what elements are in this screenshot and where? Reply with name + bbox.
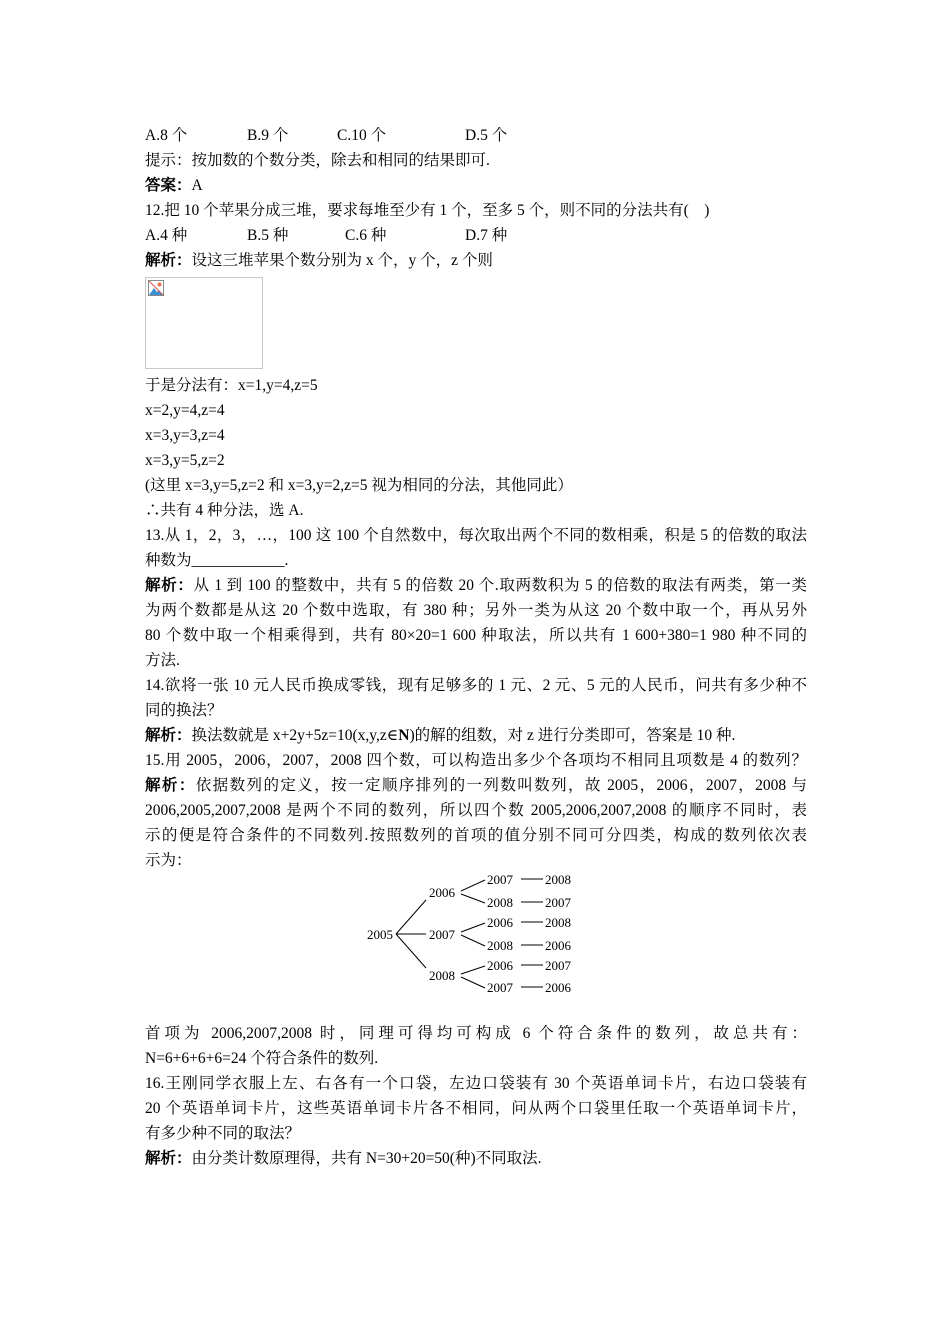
q15-solution-line-2: 2006,2005,2007,2008 是两个不同的数列，所以四个数 2005,2006,2007,2008 的顺序不同时，表 bbox=[145, 802, 807, 819]
tree-leaf: 2008 bbox=[487, 938, 513, 953]
q12-line-6: ∴共有 4 种分法，选 A. bbox=[145, 502, 304, 519]
q13-solution-line-3: 80 个数中取一个相乘得到，共有 80×20=1 600 种取法，所以共有 1 600+380=1 980 种不同的 bbox=[145, 627, 807, 644]
q12-solution bbox=[145, 251, 493, 271]
tree-root: 2005 bbox=[367, 927, 393, 942]
q15-after-line-2: N=6+6+6+6=24 个符合条件的数列. bbox=[145, 1050, 379, 1067]
tree-node: 2006 bbox=[429, 885, 455, 900]
q15-solution-line-3: 示的便是符合条件的不同数列.按照数列的首项的值分别不同可分四类，构成的数列依次表 bbox=[145, 827, 807, 844]
natural-numbers-symbol: N bbox=[398, 727, 410, 744]
q12-line-2: x=2,y=4,z=4 bbox=[145, 402, 225, 419]
q11-option-d: D.5 个 bbox=[465, 127, 508, 144]
q13-stem-line-2: 种数为____________. bbox=[145, 552, 289, 569]
solution-text: 从 1 到 100 的整数中，共有 5 的倍数 20 个.取两数积为 5 的倍数的取法有两类，第一类 bbox=[193, 577, 807, 594]
solution-label: 解析： bbox=[145, 577, 194, 594]
solution-label: 解析： bbox=[145, 252, 192, 269]
tree-node: 2008 bbox=[429, 968, 455, 983]
q11-option-a: A.8 个 bbox=[145, 127, 188, 144]
q12-line-1: 于是分法有：x=1,y=4,z=5 bbox=[145, 377, 318, 394]
tree-node: 2007 bbox=[429, 927, 455, 942]
q11-option-c: C.10 个 bbox=[337, 127, 387, 144]
tree-line bbox=[461, 880, 485, 891]
tree-line bbox=[461, 923, 485, 932]
tree-leaf: 2008 bbox=[487, 895, 513, 910]
q12-stem: 12.把 10 个苹果分成三堆，要求每堆至少有 1 个，至多 5 个，则不同的分法共有( ) bbox=[145, 202, 710, 219]
q12-option-b: B.5 种 bbox=[247, 227, 289, 244]
q16-stem-line-1: 16.王刚同学衣服上左、右各有一个口袋，左边口袋装有 30 个英语单词卡片，右边口袋装有 bbox=[145, 1075, 807, 1092]
q16-stem-line-2: 20 个英语单词卡片，这些英语单词卡片各不相同，问从两个口袋里任取一个英语单词卡片， bbox=[145, 1100, 807, 1117]
tree-line bbox=[396, 934, 426, 968]
tree-line bbox=[461, 966, 485, 974]
tree-leaf: 2007 bbox=[545, 895, 571, 910]
q14-stem-line-2: 同的换法？ bbox=[145, 702, 223, 719]
solution-label: 解析： bbox=[145, 777, 196, 794]
q14-solution bbox=[145, 726, 735, 746]
answer-value: A bbox=[191, 177, 203, 194]
solution-label: 解析： bbox=[145, 1150, 192, 1167]
q12-option-c: C.6 种 bbox=[345, 227, 387, 244]
broken-image-placeholder bbox=[145, 277, 263, 369]
tree-leaf: 2006 bbox=[487, 958, 513, 973]
q12-line-3: x=3,y=3,z=4 bbox=[145, 427, 225, 444]
tree-leaf: 2006 bbox=[545, 938, 571, 953]
tree-leaf: 2008 bbox=[545, 872, 571, 887]
solution-text: 设这三堆苹果个数分别为 x 个，y 个，z 个则 bbox=[191, 252, 493, 269]
q12-option-a: A.4 种 bbox=[145, 227, 188, 244]
solution-text: 由分类计数原理得，共有 N=30+20=50(种)不同取法. bbox=[191, 1150, 542, 1167]
q15-stem: 15.用 2005，2006，2007，2008 四个数，可以构造出多少个各项均不相同且项数是 4 的数列？ bbox=[145, 752, 807, 769]
tree-leaf: 2007 bbox=[487, 872, 513, 887]
q11-option-b: B.9 个 bbox=[247, 127, 289, 144]
tree-leaf: 2008 bbox=[545, 915, 571, 930]
tree-leaf: 2007 bbox=[487, 980, 513, 995]
solution-text-a: 换法数就是 x+2y+5z=10(x,y,z∈ bbox=[191, 727, 399, 744]
q12-line-5: (这里 x=3,y=5,z=2 和 x=3,y=2,z=5 视为相同的分法，其他同此） bbox=[145, 477, 573, 494]
tree-line bbox=[461, 977, 485, 988]
q12-option-d: D.7 种 bbox=[465, 227, 508, 244]
tree-leaf: 2007 bbox=[545, 958, 571, 973]
tree-lines bbox=[396, 879, 543, 988]
tree-line bbox=[461, 894, 485, 903]
q14-stem-line-1: 14.欲将一张 10 元人民币换成零钱，现有足够多的 1 元、2 元、5 元的人民币，问共有多少种不 bbox=[145, 677, 807, 694]
solution-text-b: )的解的组数，对 z 进行分类即可，答案是 10 种. bbox=[409, 727, 736, 744]
solution-text: 依据数列的定义，按一定顺序排列的一列数叫数列，故 2005，2006，2007，2008 与 bbox=[195, 777, 807, 794]
q15-after-line-1: 首项为 2006,2007,2008 时，同理可得均可构成 6 个符合条件的数列，故总共有： bbox=[145, 1025, 807, 1042]
tree-line bbox=[461, 935, 485, 946]
answer-label: 答案： bbox=[145, 177, 192, 194]
tree-leaf: 2006 bbox=[487, 915, 513, 930]
solution-label: 解析： bbox=[145, 727, 192, 744]
q11-answer bbox=[145, 176, 203, 196]
q15-solution-line-1 bbox=[145, 776, 807, 796]
sequence-tree-diagram bbox=[365, 866, 595, 1000]
q13-stem-line-1: 13.从 1，2，3，…，100 这 100 个自然数中，每次取出两个不同的数相乘，积是 5 的倍数的取法 bbox=[145, 527, 807, 544]
q12-line-4: x=3,y=5,z=2 bbox=[145, 452, 225, 469]
q13-solution-line-2: 为两个数都是从这 20 个数中选取，有 380 种；另外一类为从这 20 个数中取一个，再从另外 bbox=[145, 602, 807, 619]
tree-leaf: 2006 bbox=[545, 980, 571, 995]
q13-solution-line-1 bbox=[145, 576, 807, 596]
q11-hint: 提示：按加数的个数分类，除去和相同的结果即可. bbox=[145, 152, 490, 169]
q13-solution-line-4: 方法. bbox=[145, 652, 180, 669]
broken-image-icon bbox=[148, 280, 164, 296]
q16-stem-line-3: 有多少种不同的取法？ bbox=[145, 1125, 301, 1142]
q16-solution bbox=[145, 1149, 542, 1169]
q15-solution-line-4: 示为： bbox=[145, 852, 192, 869]
tree-line bbox=[396, 900, 426, 934]
